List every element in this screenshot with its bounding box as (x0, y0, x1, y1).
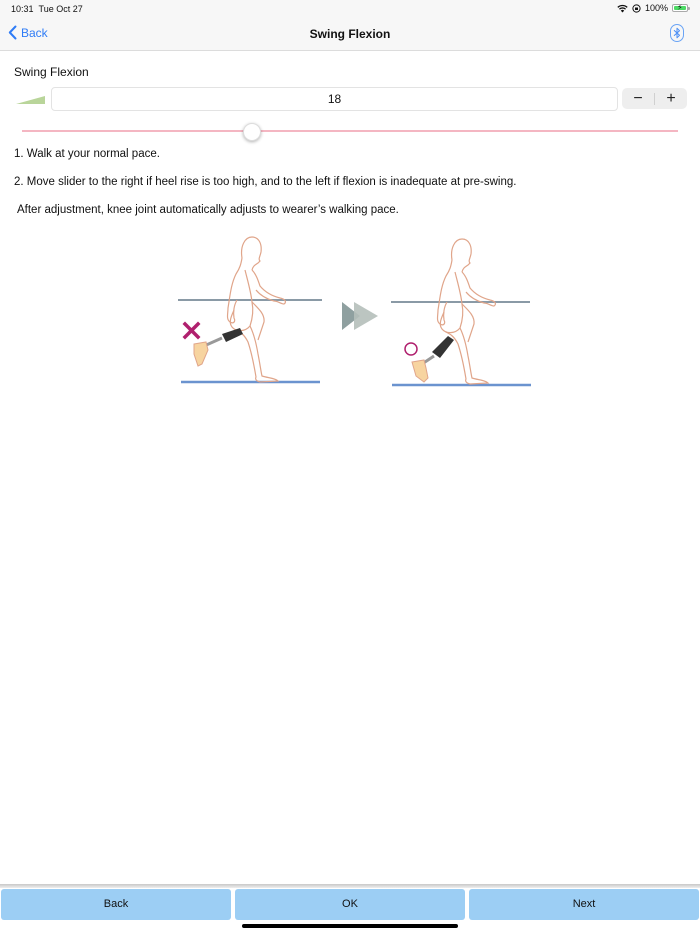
slider-thumb[interactable] (243, 123, 261, 141)
circle-mark-icon (405, 343, 417, 355)
footer-button-bar (0, 889, 700, 920)
status-time: 10:31 Tue Oct 27 (11, 4, 83, 14)
instruction-note: After adjustment, knee joint automatically adjusts to wearer’s walking pace. (17, 204, 399, 216)
increment-button[interactable]: + (666, 90, 676, 107)
orientation-lock-icon (632, 4, 641, 13)
footer-divider (0, 884, 700, 888)
decrement-button[interactable]: − (633, 90, 643, 107)
fast-forward-arrow-icon (342, 302, 378, 330)
instruction-step-2: 2. Move slider to the right if heel rise is too high, and to the left if flexion is inadequate at pre-swing. (14, 176, 517, 188)
setting-label: Swing Flexion (14, 65, 89, 79)
footer-ok-button[interactable]: OK (235, 889, 465, 920)
page-title: Swing Flexion (309, 27, 391, 41)
gait-illustration (170, 230, 540, 395)
status-bar (0, 0, 700, 18)
battery-percent: 100% (644, 3, 668, 13)
bluetooth-icon (673, 27, 681, 39)
bluetooth-button[interactable] (670, 24, 684, 42)
slider-track[interactable] (22, 130, 678, 132)
instruction-step-1: 1. Walk at your normal pace. (14, 148, 160, 160)
value-field[interactable]: 18 (51, 87, 618, 111)
cross-mark-icon (185, 324, 198, 337)
nav-back-label: Back (21, 25, 48, 40)
footer-back-button[interactable]: Back (1, 889, 231, 920)
level-wedge-icon (16, 94, 46, 104)
wifi-icon (617, 4, 628, 13)
swing-flexion-slider[interactable] (22, 123, 678, 139)
battery-charging-icon: ⚡ (672, 4, 688, 12)
correct-gait-figure (391, 239, 531, 385)
home-indicator[interactable] (242, 924, 458, 928)
value-stepper[interactable] (622, 88, 687, 109)
footer-next-button[interactable]: Next (469, 889, 699, 920)
status-icons (617, 3, 688, 13)
navigation-bar (0, 18, 700, 51)
incorrect-gait-figure (178, 237, 322, 382)
